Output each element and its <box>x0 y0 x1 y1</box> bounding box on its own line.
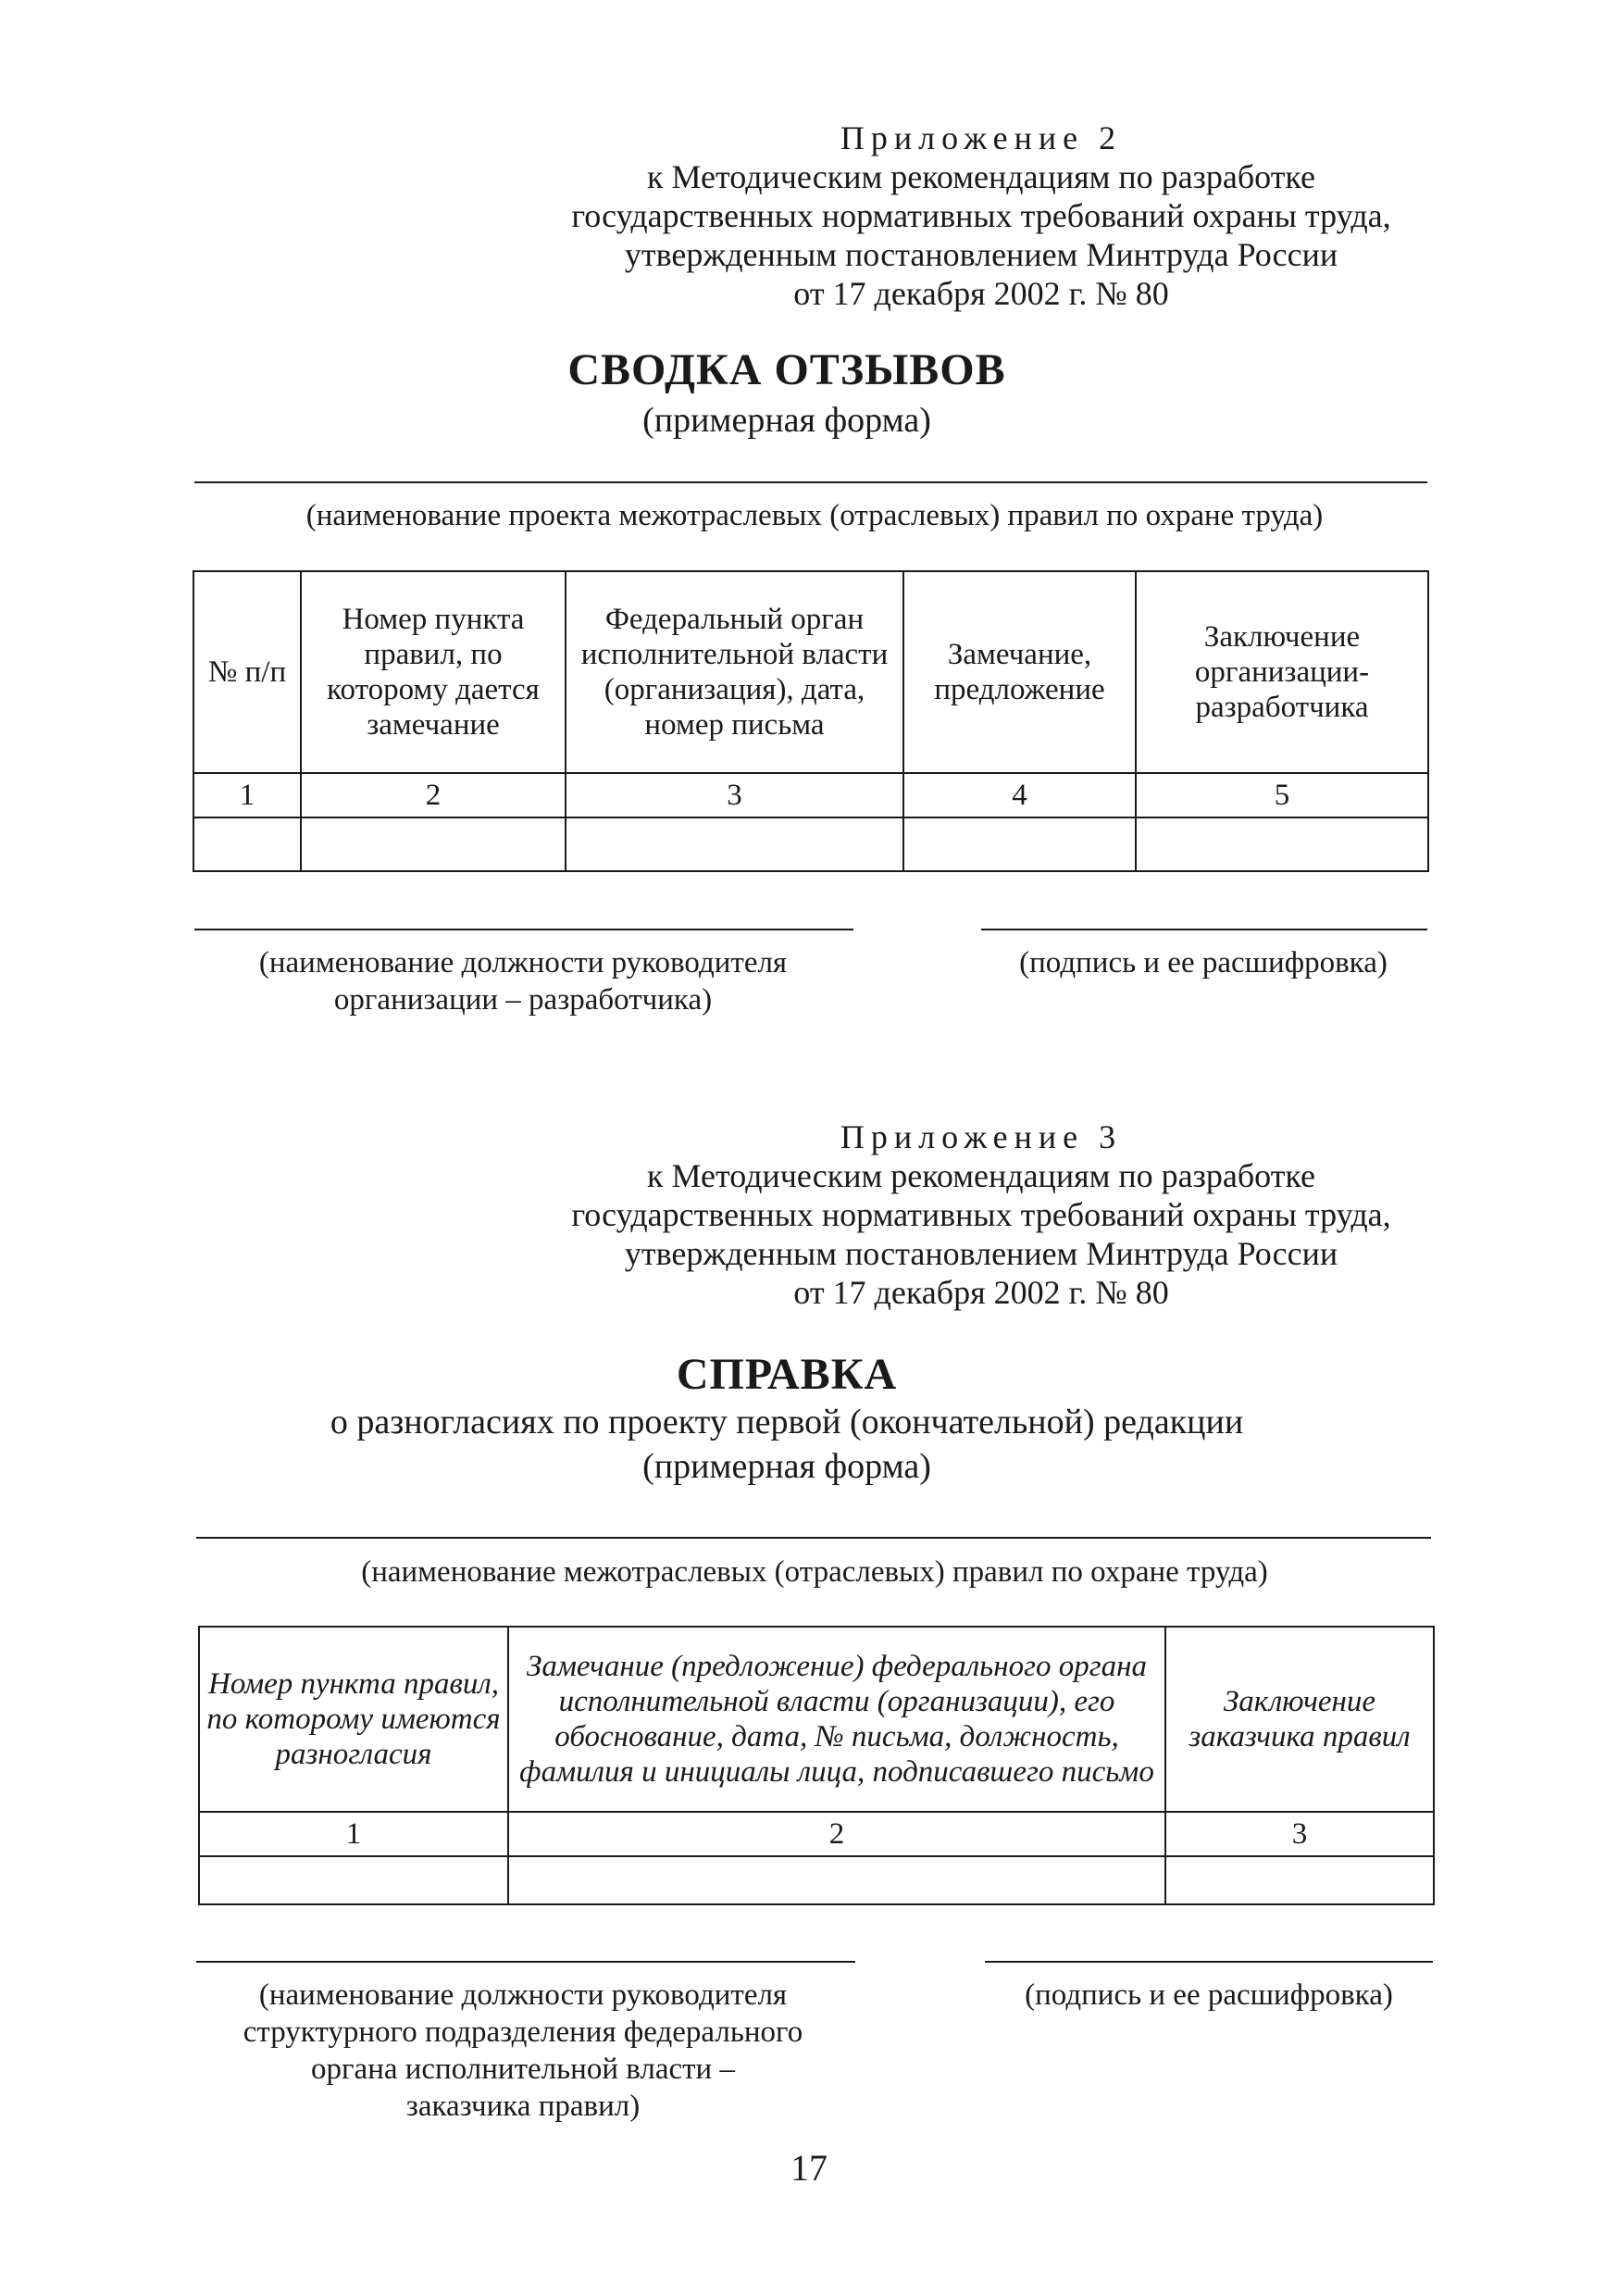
empty-cell <box>508 1856 1165 1904</box>
appendix-2-title: СВОДКА ОТЗЫВОВ <box>567 345 1006 394</box>
caption-line: (наименование должности руководителя <box>258 1978 788 2012</box>
column-number-cell: 4 <box>903 773 1136 817</box>
appendix-3-position-caption <box>167 1977 879 2125</box>
header-cell-conclusion: Заключение организации-разработчика <box>1136 571 1428 773</box>
caption-line: (наименование должности руководителя <box>258 946 788 980</box>
header-cell-remark: Замечание (предложение) федерального органа исполнительной власти (организации), его обоснование, дата, № письма, должность, фамилия и инициалы лица, подписавшего письмо <box>508 1627 1165 1812</box>
column-number-cell: 5 <box>1136 773 1428 817</box>
header-cell-conclusion: Заключение заказчика правил <box>1165 1627 1434 1812</box>
column-number-cell: 2 <box>301 773 566 817</box>
appendix-3-line: от 17 декабря 2002 г. № 80 <box>793 1274 1169 1311</box>
appendix-3-name-caption: (наименование межотраслевых (отраслевых) правил по охране труда) <box>361 1555 1268 1589</box>
header-cell-number: № п/п <box>193 571 301 773</box>
column-number-cell: 1 <box>199 1812 508 1856</box>
appendix-2-line: от 17 декабря 2002 г. № 80 <box>793 275 1169 312</box>
appendix-3-heading: Приложение 3 <box>840 1118 1123 1155</box>
header-cell-federal-body: Федеральный орган исполнительной власти (организация), дата, номер письма <box>566 571 903 773</box>
empty-cell <box>903 817 1136 871</box>
appendix-2-signature-caption: (подпись и ее расшифровка) <box>1019 946 1388 980</box>
appendix-3-position-line <box>196 1961 855 1963</box>
caption-line: органа исполнительной власти – <box>311 2053 735 2086</box>
appendix-3-line: к Методическим рекомендациям по разработке <box>646 1157 1316 1194</box>
appendix-3-table <box>198 1626 1435 1905</box>
header-cell-rule-item: Номер пункта правил, по которому имеются разногласия <box>199 1627 508 1812</box>
column-number-cell: 3 <box>566 773 903 817</box>
appendix-2-table <box>193 570 1429 872</box>
header-cell-remark: Замечание, предложение <box>903 571 1136 773</box>
column-number-cell: 3 <box>1165 1812 1434 1856</box>
appendix-3-header <box>518 1117 1444 1312</box>
empty-cell <box>301 817 566 871</box>
appendix-2-signature-line <box>981 929 1427 930</box>
appendix-3-line: утвержденным постановлением Минтруда России <box>624 1235 1338 1272</box>
appendix-2-position-caption <box>167 944 879 1018</box>
appendix-2-line: государственных нормативных требований охраны труда, <box>571 197 1391 234</box>
empty-cell <box>1165 1856 1434 1904</box>
caption-line: структурного подразделения федерального <box>243 2015 803 2049</box>
appendix-3-form-label: (примерная форма) <box>642 1447 931 1486</box>
appendix-2-line: утвержденным постановлением Минтруда России <box>624 236 1338 273</box>
page-number: 17 <box>790 2147 828 2189</box>
appendix-3-subtitle: о разногласиях по проекту первой (окончательной) редакции <box>330 1403 1244 1441</box>
appendix-3-line: государственных нормативных требований охраны труда, <box>571 1196 1391 1233</box>
empty-cell <box>193 817 301 871</box>
empty-cell <box>566 817 903 871</box>
appendix-3-signature-caption: (подпись и ее расшифровка) <box>1025 1978 1393 2012</box>
appendix-2-position-line <box>194 929 853 930</box>
caption-line: заказчика правил) <box>405 2090 641 2123</box>
appendix-3-name-line <box>196 1537 1431 1539</box>
appendix-2-name-caption: (наименование проекта межотраслевых (отраслевых) правил по охране труда) <box>305 499 1324 532</box>
caption-line: организации – разработчика) <box>333 983 713 1017</box>
appendix-3-signature-line <box>985 1961 1433 1963</box>
header-cell-rule-item: Номер пункта правил, по которому дается замечание <box>301 571 566 773</box>
appendix-2-subtitle: (примерная форма) <box>642 401 931 440</box>
appendix-3-title: СПРАВКА <box>676 1350 898 1399</box>
empty-cell <box>199 1856 508 1904</box>
appendix-2-line: к Методическим рекомендациям по разработке <box>646 158 1316 195</box>
column-number-cell: 1 <box>193 773 301 817</box>
appendix-2-header <box>518 119 1444 313</box>
empty-cell <box>1136 817 1428 871</box>
column-number-cell: 2 <box>508 1812 1165 1856</box>
appendix-2-heading: Приложение 2 <box>840 119 1123 156</box>
appendix-2-name-line <box>194 481 1427 483</box>
